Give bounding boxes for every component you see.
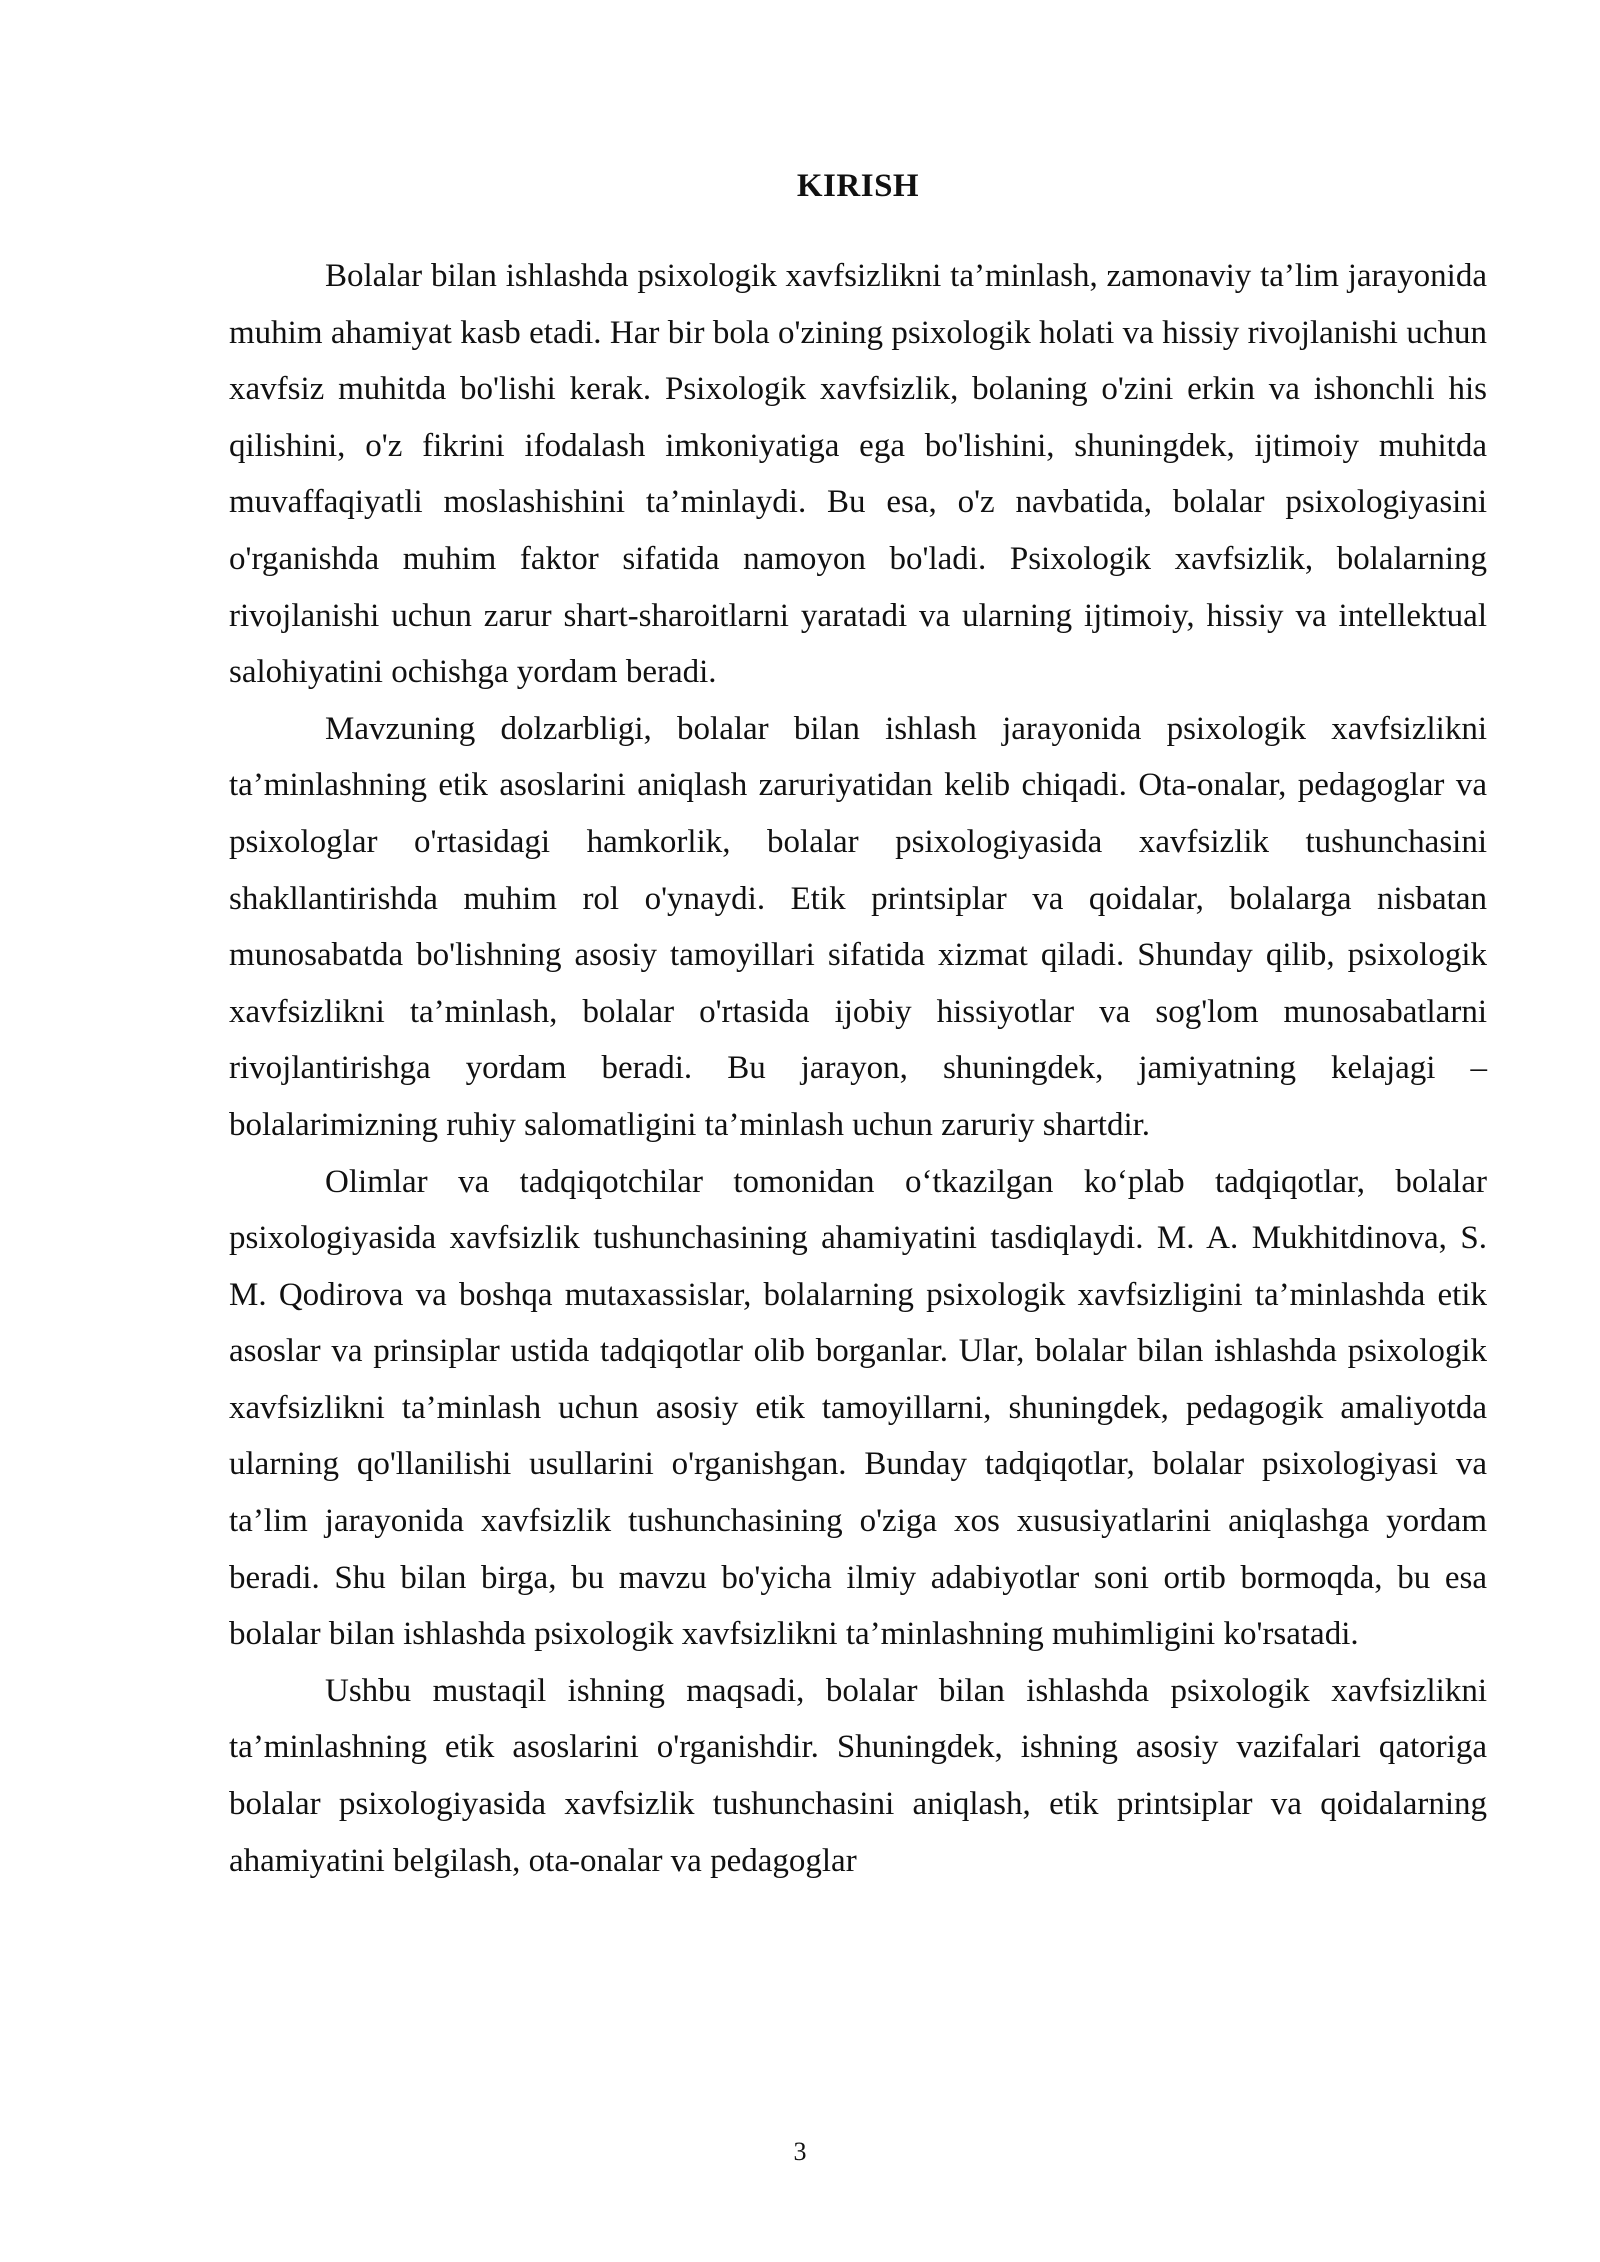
section-title: KIRISH xyxy=(796,168,920,204)
page-number: 3 xyxy=(793,2137,807,2166)
paragraph-1: Bolalar bilan ishlashda psixologik xavfsizlikni ta’minlash, zamonaviy ta’lim jarayonida muhim ahamiyat kasb etadi. Har bir bola o'zining psixologik holati va hissiy rivojlanishi uchun xavfsiz muhitda bo'lishi kerak. Psixologik xavfsizlik, bolaning o'zini erkin va ishonchli his qilishini, o'z fikrini ifodalash imkoniyatiga ega bo'lishini, shuningdek, ijtimoiy muhitda muvaffaqiyatli moslashishini ta’minlaydi. Bu esa, o'z navbatida, bolalar psixologiyasini o'rganishda muhim faktor sifatida namoyon bo'ladi. Psixologik xavfsizlik, bolalarning rivojlanishi uchun zarur shart-sharoitlarni yaratadi va ularning ijtimoiy, hissiy va intellektual salohiyatini ochishga yordam beradi. xyxy=(229,258,1487,691)
paragraph-4: Ushbu mustaqil ishning maqsadi, bolalar bilan ishlashda psixologik xavfsizlikni ta’minlashning etik asoslarini o'rganishdir. Shuningdek, ishning asosiy vazifalari qatoriga bolalar psixologiyasida xavfsizlik tushunchasini aniqlash, etik printsiplar va qoidalarning ahamiyatini belgilash, ota-onalar va pedagoglar xyxy=(229,1672,1487,1879)
paragraph-3: Olimlar va tadqiqotchilar tomonidan o‘tkazilgan ko‘plab tadqiqotlar, bolalar psixologiyasida xavfsizlik tushunchasining ahamiyatini tasdiqlaydi. M. A. Mukhitdinova, S. M. Qodirova va boshqa mutaxassislar, bolalarning psixologik xavfsizligini ta’minlashda etik asoslar va prinsiplar ustida tadqiqotlar olib borganlar. Ular, bolalar bilan ishlashda psixologik xavfsizlikni ta’minlash uchun asosiy etik tamoyillarni, shuningdek, pedagogik amaliyotda ularning qo'llanilishi usullarini o'rganishgan. Bunday tadqiqotlar, bolalar psixologiyasi va ta’lim jarayonida xavfsizlik tushunchasining o'ziga xos xususiyatlarini aniqlashga yordam beradi. Shu bilan birga, bu mavzu bo'yicha ilmiy adabiyotlar soni ortib bormoqda, bu esa bolalar bilan ishlashda psixologik xavfsizlikni ta’minlashning muhimligini ko'rsatadi. xyxy=(229,1163,1487,1653)
page-content xyxy=(229,158,1487,1889)
paragraph-2: Mavzuning dolzarbligi, bolalar bilan ishlash jarayonida psixologik xavfsizlikni ta’minlashning etik asoslarini aniqlash zaruriyatidan kelib chiqadi. Ota-onalar, pedagoglar va psixologlar o'rtasidagi hamkorlik, bolalar psixologiyasida xavfsizlik tushunchasini shakllantirishda muhim rol o'ynaydi. Etik printsiplar va qoidalar, bolalarga nisbatan munosabatda bo'lishning asosiy tamoyillari sifatida xizmat qiladi. Shunday qilib, psixologik xavfsizlikni ta’minlash, bolalar o'rtasida ijobiy hissiyotlar va sog'lom munosabatlarni rivojlantirishga yordam beradi. Bu jarayon, shuningdek, jamiyatning kelajagi – bolalarimizning ruhiy salomatligini ta’minlash uchun zaruriy shartdir. xyxy=(229,710,1487,1143)
